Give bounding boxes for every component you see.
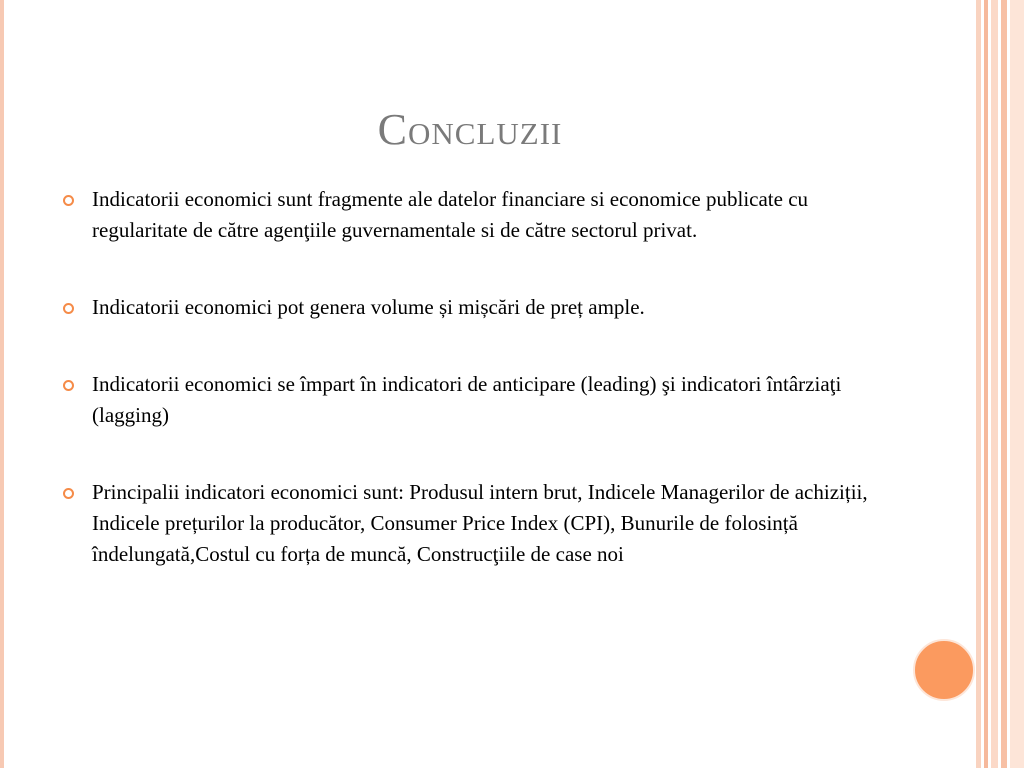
bullet-circle-icon [63, 195, 74, 206]
decorative-circle [913, 639, 975, 701]
bullet-list [56, 184, 876, 570]
bullet-circle-icon [63, 488, 74, 499]
right-decorative-stripe [991, 0, 998, 768]
bullet-item [56, 369, 876, 431]
bullet-text: Principalii indicatori economici sunt: Produsul intern brut, Indicele Managerilor de achiziții, Indicele prețurilor la producător, Consumer Price Index (CPI), Bunurile de folosință îndelungată,Costul cu forța de muncă, Construcţiile de case noi [92, 480, 868, 566]
bullet-text: Indicatorii economici pot genera volume și mișcări de preț ample. [92, 295, 645, 319]
right-decorative-stripe [1010, 0, 1024, 768]
bullet-circle-icon [63, 380, 74, 391]
right-decorative-stripe [984, 0, 988, 768]
bullet-item [56, 477, 876, 570]
bullet-circle-icon [63, 303, 74, 314]
bullet-text: Indicatorii economici se împart în indicatori de anticipare (leading) şi indicatori întârziaţi (lagging) [92, 372, 842, 427]
slide-title: Concluzii [377, 105, 563, 154]
bullet-item [56, 184, 876, 246]
right-decorative-stripe [976, 0, 981, 768]
bullet-item [56, 292, 876, 323]
right-decorative-stripe [1001, 0, 1007, 768]
bullet-text: Indicatorii economici sunt fragmente ale datelor financiare si economice publicate cu regularitate de către agenţiile guvernamentale si de către sectorul privat. [92, 187, 809, 242]
